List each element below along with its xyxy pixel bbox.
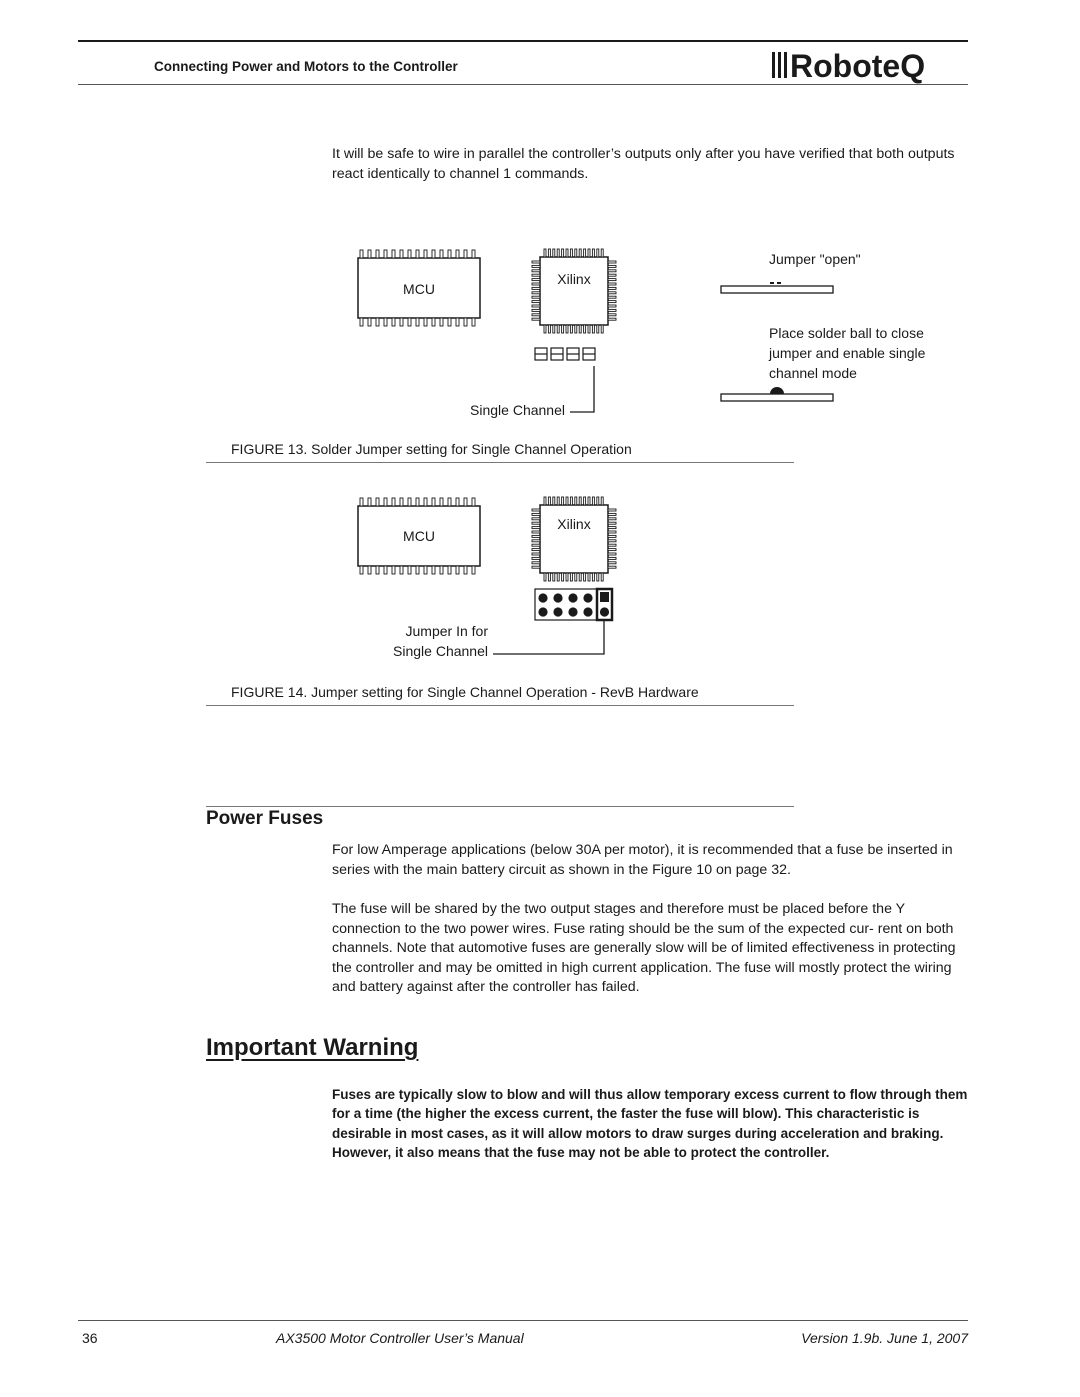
header-pin — [538, 607, 547, 616]
chip-pin — [575, 573, 577, 581]
chip-pin — [548, 497, 550, 505]
chip-pin — [532, 544, 540, 546]
chip-pin — [432, 318, 435, 326]
figure13-diagram — [300, 240, 980, 420]
mcu-chip — [358, 250, 480, 326]
chip-pin — [532, 279, 540, 281]
chip-pin — [408, 250, 411, 258]
chip-pin — [376, 318, 379, 326]
chip-pin — [562, 249, 564, 257]
chip-pin — [544, 249, 546, 257]
chip-pin — [456, 250, 459, 258]
header-pin — [583, 593, 592, 602]
chip-pin — [448, 566, 451, 574]
chip-pin — [588, 249, 590, 257]
chip-pin — [464, 318, 467, 326]
chip-pin — [575, 325, 577, 333]
chip-pin — [579, 325, 581, 333]
chip-pin — [608, 513, 616, 515]
chip-pin — [464, 566, 467, 574]
power-fuses-title: Power Fuses — [206, 808, 324, 829]
power-fuses-paragraph-1: For low Amperage applications (below 30A per motor), it is recommended that a fuse be inserted in series with the main battery circuit as shown in the Figure 10 on page 32. — [332, 842, 953, 878]
power-fuses-paragraph-2: The fuse will be shared by the two output stages and therefore must be placed before the Y connection to the two power wires. Fuse rating should be the sum of the expected cur- rent on both channels. Note that automotive fuses are generally slow will be of limited effectiveness in protecting the controller and may be omitted in high current application. The fuse will mostly protect the wiring and battery against after the controller has failed. — [332, 901, 956, 995]
chip-pin — [608, 535, 616, 537]
chip-pin — [608, 544, 616, 546]
chip-pin — [392, 498, 395, 506]
single-channel-label: Single Channel — [470, 402, 565, 418]
chip-pin — [608, 301, 616, 303]
xilinx-label: Xilinx — [557, 271, 591, 287]
chip-pin — [532, 553, 540, 555]
chip-pin — [608, 557, 616, 559]
chip-pin — [464, 250, 467, 258]
chip-pin — [532, 513, 540, 515]
jumper-closed-icon — [721, 387, 833, 401]
jumper-header — [535, 589, 612, 620]
chip-pin — [608, 296, 616, 298]
chip-pin — [392, 318, 395, 326]
chip-pin — [548, 249, 550, 257]
chip-pin — [376, 250, 379, 258]
chip-pin — [544, 325, 546, 333]
chip-pin — [532, 292, 540, 294]
important-warning-title: Important Warning — [206, 1034, 419, 1061]
chip-pin — [584, 249, 586, 257]
header-top-rule — [78, 40, 968, 42]
chip-pin — [416, 566, 419, 574]
chip-pin — [532, 265, 540, 267]
chip-pin — [608, 309, 616, 311]
chip-pin — [570, 325, 572, 333]
chip-pin — [570, 497, 572, 505]
chip-pin — [532, 270, 540, 272]
chip-pin — [392, 250, 395, 258]
chip-pin — [608, 527, 616, 529]
chip-pin — [532, 283, 540, 285]
chip-pin — [448, 250, 451, 258]
chip-pin — [557, 497, 559, 505]
chip-pin — [608, 549, 616, 551]
solder-note-line-2: jumper and enable single — [769, 345, 926, 361]
chip-pin — [400, 566, 403, 574]
chip-pin — [440, 250, 443, 258]
chip-pin — [592, 573, 594, 581]
chip-pin — [608, 553, 616, 555]
chip-pin — [532, 296, 540, 298]
chip-pin — [532, 274, 540, 276]
chip-pin — [584, 325, 586, 333]
chip-pin — [360, 250, 363, 258]
header-bottom-rule — [78, 84, 968, 85]
chip-pin — [557, 573, 559, 581]
chip-pin — [432, 250, 435, 258]
chip-pin — [544, 573, 546, 581]
figure14-caption: FIGURE 14. Jumper setting for Single Channel Operation - RevB Hardware — [231, 684, 699, 700]
header-pin — [568, 593, 577, 602]
mcu-label: MCU — [403, 281, 435, 297]
chip-pin — [472, 498, 475, 506]
chip-pin — [532, 557, 540, 559]
chip-pin — [464, 498, 467, 506]
chip-pin — [588, 573, 590, 581]
chip-pin — [608, 522, 616, 524]
header-pin — [538, 593, 547, 602]
chip-pin — [597, 249, 599, 257]
chip-pin — [416, 318, 419, 326]
chip-pin — [432, 498, 435, 506]
chip-pin — [432, 566, 435, 574]
chip-pin — [400, 318, 403, 326]
single-channel-leader — [570, 366, 594, 412]
manual-title: AX3500 Motor Controller User’s Manual — [276, 1330, 524, 1346]
chip-pin — [448, 498, 451, 506]
chip-pin — [532, 522, 540, 524]
header-pin — [553, 593, 562, 602]
chip-pin — [368, 250, 371, 258]
figure14-rule — [206, 705, 794, 706]
chip-pin — [566, 497, 568, 505]
chip-pin — [408, 318, 411, 326]
chip-pin — [566, 249, 568, 257]
chip-pin — [608, 531, 616, 533]
chip-pin — [592, 497, 594, 505]
chip-pin — [532, 261, 540, 263]
chip-pin — [557, 249, 559, 257]
figure14-diagram — [300, 488, 980, 668]
chip-pin — [424, 318, 427, 326]
chip-pin — [472, 318, 475, 326]
chip-pin — [570, 249, 572, 257]
chip-pin — [608, 318, 616, 320]
chip-pin — [588, 325, 590, 333]
figure13-rule — [206, 462, 794, 463]
chip-pin — [456, 498, 459, 506]
chip-pin — [424, 566, 427, 574]
power-fuses-rule — [206, 806, 794, 807]
chip-pin — [472, 250, 475, 258]
chip-pin — [532, 562, 540, 564]
chip-pin — [601, 325, 603, 333]
header-pin — [583, 607, 592, 616]
chip-pin — [570, 573, 572, 581]
chip-pin — [579, 249, 581, 257]
jumper-in-label-line-2: Single Channel — [393, 643, 488, 659]
chip-pin — [597, 573, 599, 581]
chip-pin — [532, 509, 540, 511]
chip-pin — [408, 566, 411, 574]
chip-pin — [592, 249, 594, 257]
chip-pin — [608, 283, 616, 285]
chip-pin — [400, 498, 403, 506]
chip-pin — [575, 497, 577, 505]
logo-text: RoboteQ — [790, 48, 926, 84]
chip-pin — [360, 498, 363, 506]
chip-pin — [360, 566, 363, 574]
roboteq-logo — [770, 44, 970, 84]
chip-pin — [608, 292, 616, 294]
chip-pin — [368, 318, 371, 326]
jumper-open-icon — [721, 282, 833, 293]
chip-pin — [562, 497, 564, 505]
solder-note-line-3: channel mode — [769, 365, 857, 381]
chip-pin — [416, 250, 419, 258]
solder-jumper-pads — [535, 348, 595, 360]
chip-pin — [440, 498, 443, 506]
chip-pin — [553, 249, 555, 257]
chip-pin — [440, 566, 443, 574]
chip-pin — [601, 249, 603, 257]
chip-pin — [608, 518, 616, 520]
header-pin — [568, 607, 577, 616]
jumper-in-label-line-1: Jumper In for — [405, 623, 488, 639]
chip-pin — [608, 261, 616, 263]
chip-pin — [424, 250, 427, 258]
chip-pin — [553, 573, 555, 581]
chip-pin — [456, 566, 459, 574]
chip-pin — [400, 250, 403, 258]
chip-pin — [562, 573, 564, 581]
chip-pin — [384, 498, 387, 506]
header-pin — [553, 607, 562, 616]
chip-pin — [424, 498, 427, 506]
chip-pin — [566, 573, 568, 581]
chip-pin — [553, 325, 555, 333]
chip-pin — [440, 318, 443, 326]
chip-pin — [601, 497, 603, 505]
chip-pin — [532, 531, 540, 533]
chip-pin — [608, 566, 616, 568]
chip-pin — [532, 566, 540, 568]
chip-pin — [384, 318, 387, 326]
chip-pin — [588, 497, 590, 505]
chip-pin — [368, 566, 371, 574]
chip-pin — [608, 287, 616, 289]
page-number: 36 — [82, 1330, 98, 1346]
chip-pin — [579, 497, 581, 505]
chip-pin — [532, 518, 540, 520]
chip-pin — [368, 498, 371, 506]
chip-pin — [448, 318, 451, 326]
chip-pin — [376, 498, 379, 506]
chip-pin — [532, 318, 540, 320]
chip-pin — [548, 573, 550, 581]
chip-pin — [416, 498, 419, 506]
chip-pin — [584, 573, 586, 581]
chip-pin — [532, 309, 540, 311]
chip-pin — [562, 325, 564, 333]
chip-pin — [592, 325, 594, 333]
footer-rule — [78, 1320, 968, 1321]
header-pin-square — [600, 592, 609, 602]
header-pin — [600, 607, 609, 616]
chip-pin — [472, 566, 475, 574]
chip-pin — [584, 497, 586, 505]
chip-pin — [566, 325, 568, 333]
chip-pin — [553, 497, 555, 505]
chip-pin — [608, 270, 616, 272]
important-warning-text: Fuses are typically slow to blow and will thus allow temporary excess current to flow through them for a time (the higher the excess current, the faster the fuse will blow). This characteristic is desirable in most cases, as it will allow motors to draw surges during acceleration and braking. However, it also means that the fuse may not be able to protect the controller. — [332, 1087, 968, 1161]
version-info: Version 1.9b. June 1, 2007 — [801, 1330, 968, 1346]
jumper-open-label: Jumper "open" — [769, 251, 861, 267]
chip-pin — [608, 314, 616, 316]
chip-pin — [532, 305, 540, 307]
chip-pin — [608, 540, 616, 542]
xilinx-chip — [532, 249, 616, 333]
chip-pin — [384, 250, 387, 258]
header-section-title: Connecting Power and Motors to the Controller — [154, 59, 458, 74]
chip-pin — [544, 497, 546, 505]
intro-paragraph: It will be safe to wire in parallel the controller’s outputs only after you have verified that both outputs react identically to channel 1 commands. — [332, 146, 955, 182]
chip-pin — [532, 314, 540, 316]
chip-pin — [608, 305, 616, 307]
chip-pin — [408, 498, 411, 506]
xilinx-chip — [532, 497, 616, 581]
chip-pin — [608, 562, 616, 564]
chip-pin — [608, 509, 616, 511]
chip-pin — [376, 566, 379, 574]
chip-pin — [579, 573, 581, 581]
figure13-caption: FIGURE 13. Solder Jumper setting for Single Channel Operation — [231, 441, 632, 457]
chip-pin — [532, 540, 540, 542]
chip-pin — [532, 535, 540, 537]
chip-pin — [575, 249, 577, 257]
chip-pin — [360, 318, 363, 326]
chip-pin — [392, 566, 395, 574]
mcu-chip — [358, 498, 480, 574]
chip-pin — [608, 265, 616, 267]
chip-pin — [597, 497, 599, 505]
jumper-in-leader — [493, 620, 604, 654]
chip-pin — [608, 274, 616, 276]
chip-pin — [601, 573, 603, 581]
chip-pin — [532, 287, 540, 289]
chip-pin — [532, 549, 540, 551]
solder-note-line-1: Place solder ball to close — [769, 325, 924, 341]
xilinx-label: Xilinx — [557, 516, 591, 532]
chip-pin — [557, 325, 559, 333]
chip-pin — [456, 318, 459, 326]
chip-pin — [608, 279, 616, 281]
mcu-label: MCU — [403, 528, 435, 544]
chip-pin — [532, 527, 540, 529]
chip-pin — [548, 325, 550, 333]
chip-pin — [532, 301, 540, 303]
chip-pin — [597, 325, 599, 333]
chip-pin — [384, 566, 387, 574]
